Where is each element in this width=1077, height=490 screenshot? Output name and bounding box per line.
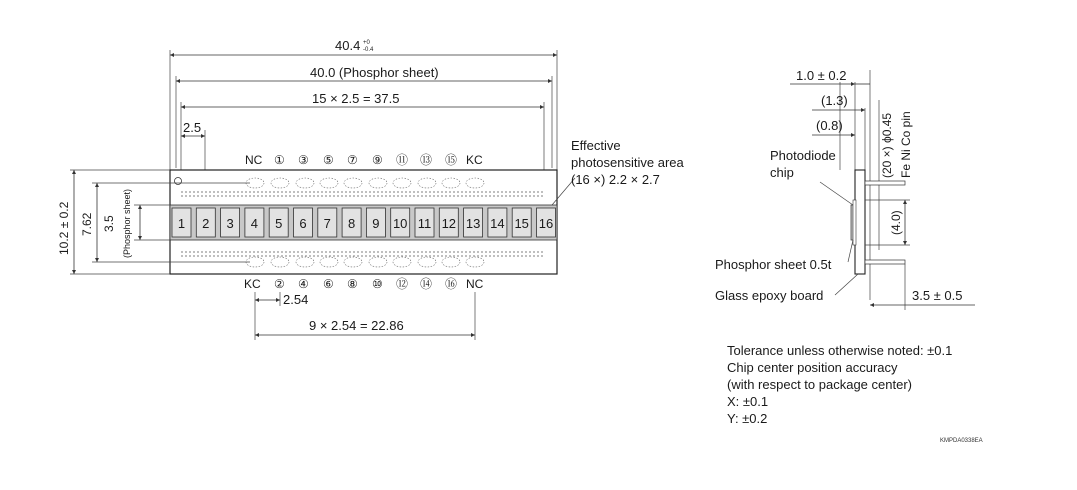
note-line-2: Chip center position accuracy [727, 360, 898, 375]
overall-width-lower-tol: -0.4 [363, 47, 374, 53]
phosphor-width-label: 40.0 (Phosphor sheet) [310, 65, 439, 80]
effective-area-label-2: photosensitive area [571, 155, 684, 170]
pin-label-bottom: ⑭ [420, 277, 433, 291]
element-number: 10 [392, 216, 408, 231]
phosphor-sheet-label: Phosphor sheet 0.5t [715, 257, 832, 272]
pin-spec-label-2: Fe Ni Co pin [899, 111, 913, 178]
element-number: 7 [323, 216, 331, 231]
pin-label-top: NC [245, 153, 263, 167]
dim-1-3-label: (1.3) [821, 93, 848, 108]
phosphor-height-note: (Phosphor sheet) [122, 188, 132, 258]
element-number: 15 [514, 216, 529, 231]
pin-label-bottom: ⑩ [372, 277, 383, 291]
pin-label-bottom: ② [274, 277, 285, 291]
element-pitch-total-label: 15 × 2.5 = 37.5 [312, 91, 400, 106]
pin-label-top: ⑮ [445, 153, 458, 167]
pin-pitch-label: 2.54 [283, 292, 309, 307]
dim-0-8-label: (0.8) [816, 118, 843, 133]
effective-area-label-1: Effective [571, 138, 621, 153]
element-number: 11 [417, 216, 432, 231]
note-line-1: Tolerance unless otherwise noted: ±0.1 [727, 343, 953, 358]
notes [727, 343, 983, 444]
element-number: 1 [177, 216, 186, 231]
front-view [57, 38, 685, 340]
pin-label-top: ⑪ [396, 153, 409, 167]
index-mark [175, 178, 182, 185]
element-number: 13 [465, 216, 481, 231]
pin-label-bottom: NC [466, 277, 484, 291]
pin-label-top: ① [274, 153, 285, 167]
pin-row-spacing-label: 7.62 [80, 212, 94, 236]
pin-label-top: ⑨ [372, 153, 383, 167]
pin-side-bottom [865, 260, 905, 264]
pin-pitch-total-label: 9 × 2.54 = 22.86 [309, 318, 404, 333]
pin-side-top [865, 181, 905, 185]
element-number: 14 [490, 216, 505, 231]
pin-label-top: KC [466, 153, 483, 167]
drawing-code: KMPDA0338EA [940, 438, 983, 444]
pin-label-bottom: ⑥ [323, 277, 334, 291]
effective-area-label-3: (16 ×) 2.2 × 2.7 [571, 172, 660, 187]
board-side-outline [855, 170, 865, 274]
pin-spec-label-1: (20 ×) ϕ0.45 [880, 112, 894, 178]
note-line-4: X: ±0.1 [727, 394, 769, 409]
pin-label-top: ⑦ [347, 153, 358, 167]
dim-4-0-label: (4.0) [889, 210, 903, 235]
element-number: 5 [275, 216, 283, 231]
side-view [715, 68, 975, 310]
element-number: 3 [226, 216, 234, 231]
element-number: 12 [441, 216, 457, 231]
element-number: 16 [538, 216, 554, 231]
pin-length-label: 3.5 ± 0.5 [912, 288, 963, 303]
element-number: 8 [347, 216, 356, 231]
photodiode-chip-label-2: chip [770, 165, 794, 180]
overall-width-label: 40.4 [335, 38, 361, 53]
phosphor-height-label: 3.5 [102, 215, 116, 232]
pin-label-bottom: ④ [298, 277, 309, 291]
pin-label-bottom: ⑧ [347, 277, 358, 291]
photodiode-chip-side [853, 200, 856, 245]
note-line-5: Y: ±0.2 [727, 411, 768, 426]
pin-label-bottom: ⑯ [445, 277, 458, 291]
pin-label-bottom: ⑫ [396, 277, 409, 291]
pin-label-top: ⑬ [420, 153, 433, 167]
overall-width-upper-tol: +0 [363, 40, 370, 46]
photodiode-chip-label-1: Photodiode [770, 148, 836, 163]
height-label: 10.2 ± 0.2 [57, 201, 71, 255]
element-number: 6 [299, 216, 307, 231]
thickness-label: 1.0 ± 0.2 [796, 68, 847, 83]
element-pitch-label: 2.5 [183, 120, 202, 135]
note-line-3: (with respect to package center) [727, 377, 912, 392]
pin-label-top: ③ [298, 153, 309, 167]
pin-label-top: ⑤ [323, 153, 334, 167]
glass-epoxy-label: Glass epoxy board [715, 288, 824, 303]
element-number: 4 [250, 216, 259, 231]
element-number: 9 [372, 216, 380, 231]
element-number: 2 [202, 216, 210, 231]
pin-label-bottom: KC [244, 277, 261, 291]
